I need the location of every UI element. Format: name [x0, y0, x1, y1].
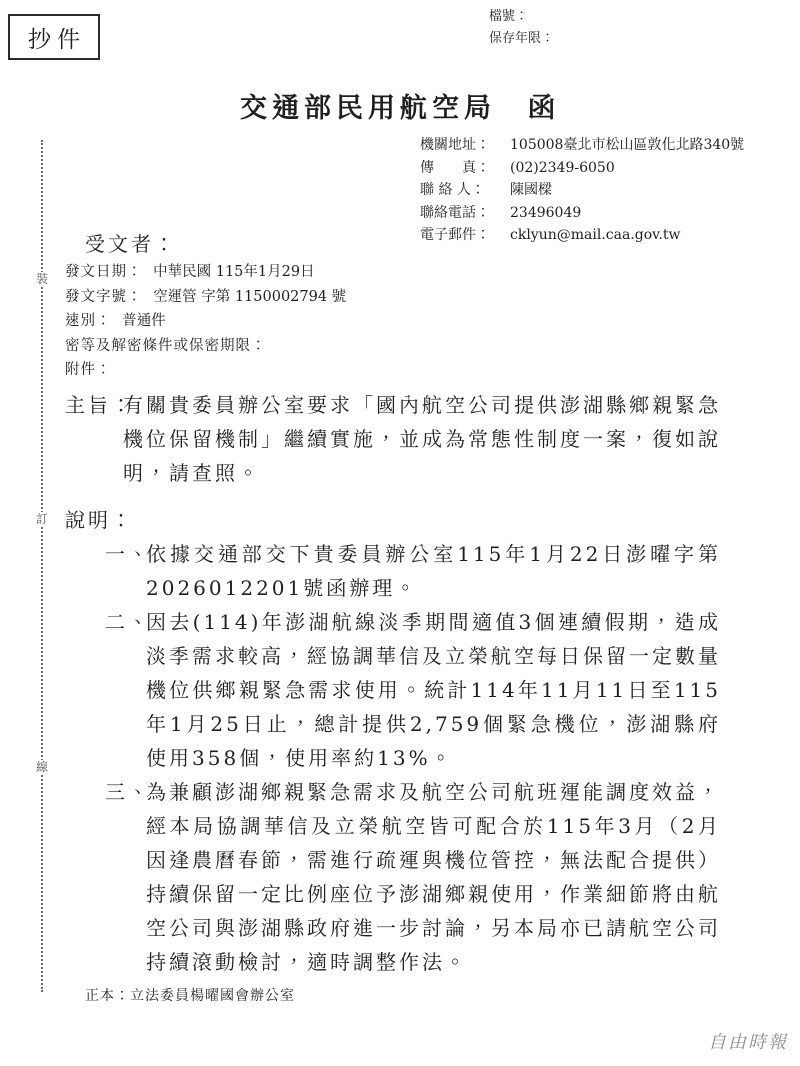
original-copy-value: 立法委員楊曜國會辦公室 [130, 988, 295, 1004]
sender-contact-person-row [420, 179, 792, 202]
binding-char-ding: 訂 [35, 512, 48, 526]
reference-number-value: 空運管 字第 1150002794 號 [153, 288, 347, 305]
explanation-item-3 [105, 775, 721, 979]
document-meta-block [65, 260, 346, 383]
sender-email-value: cklyun@mail.caa.gov.tw [510, 227, 681, 243]
original-copy-line [85, 985, 295, 1005]
binding-dotted-line [41, 140, 43, 992]
issue-date-value: 中華民國 115年1月29日 [153, 264, 315, 280]
binding-char-xian: 線 [35, 760, 48, 774]
letter-body [65, 388, 721, 979]
security-classification-label: 密等及解密條件或保密期限： [65, 337, 267, 354]
reference-number-label: 發文字號： [65, 288, 143, 305]
sender-email-label: 電子郵件： [420, 227, 490, 243]
sender-address-value: 105008臺北市松山區敦化北路340號 [510, 137, 745, 153]
security-classification-row [65, 334, 346, 359]
sender-contact-person-value: 陳國樑 [510, 182, 552, 198]
reference-number-row [65, 285, 346, 310]
sender-fax-row [420, 157, 792, 180]
document-title: 交通部民用航空局 函 [240, 93, 560, 124]
subject-paragraph [65, 388, 721, 490]
sender-contact-block [420, 134, 792, 247]
sender-phone-label: 聯絡電話： [420, 204, 490, 221]
retention-period-label: 保存年限： [489, 31, 555, 46]
priority-row [65, 309, 346, 334]
explanation-item-1 [105, 537, 721, 605]
item-3-text: 為兼顧澎湖鄉親緊急需求及航空公司航班運能調度效益，經本局協調華信及立榮航空皆可配合於115年3月（2月因逢農曆春節，需進行疏運與機位管控，無法配合提供）持續保留一定比例座位予澎湖鄉親使用，作業細節將由航空公司與澎湖縣政府進一步討論，另本局亦已請航空公司持續滾動檢討，適時調整作法。 [146, 780, 721, 974]
explanation-item-2 [105, 605, 721, 775]
copy-stamp-label: 抄件 [28, 26, 86, 53]
item-3-number: 三、 [105, 780, 151, 804]
explanation-label: 說明： [65, 508, 134, 532]
priority-label: 速別： [65, 313, 112, 329]
recipient-label: 受文者： [85, 232, 177, 256]
priority-value: 普通件 [122, 313, 166, 329]
attachment-label: 附件： [65, 362, 112, 378]
archive-labels [489, 6, 554, 50]
item-1-text: 依據交通部交下貴委員辦公室115年1月22日澎曜字第2026012201號函辦理。 [146, 542, 721, 600]
file-number-label: 檔號： [489, 9, 529, 24]
sender-address-row [420, 134, 792, 157]
sender-fax-label: 傳 真： [420, 159, 490, 176]
sender-phone-row [420, 202, 792, 225]
subject-text: 有關貴委員辦公室要求「國內航空公司提供澎湖縣鄉親緊急機位保留機制」繼續實施，並成為常態性制度一案，復如說明，請查照。 [123, 393, 721, 485]
sender-address-label: 機關地址： [420, 137, 490, 153]
newspaper-watermark: 自由時報 [708, 1032, 788, 1053]
subject-label: 主旨： [65, 393, 134, 417]
sender-phone-value: 23496049 [510, 204, 582, 221]
issue-date-row [65, 260, 346, 285]
original-copy-label: 正本： [85, 988, 130, 1004]
issue-date-label: 發文日期： [65, 264, 143, 280]
sender-contact-person-label: 聯 絡 人： [420, 182, 485, 198]
binding-char-zhuang: 裝 [35, 272, 48, 286]
item-2-text: 因去(114)年澎湖航線淡季期間適值3個連續假期，造成淡季需求較高，經協調華信及立榮航空每日保留一定數量機位供鄉親緊急需求使用。統計114年11月11日至115年1月25日止，總計提供2,759個緊急機位，澎湖縣府使用358個，使用率約13%。 [146, 610, 721, 770]
copy-stamp [8, 14, 100, 60]
item-2-number: 二、 [105, 610, 151, 634]
sender-email-row [420, 224, 792, 247]
item-1-number: 一、 [105, 542, 151, 566]
sender-fax-value: (02)2349-6050 [510, 159, 615, 176]
attachment-row [65, 358, 346, 383]
explanation-items [105, 537, 721, 979]
